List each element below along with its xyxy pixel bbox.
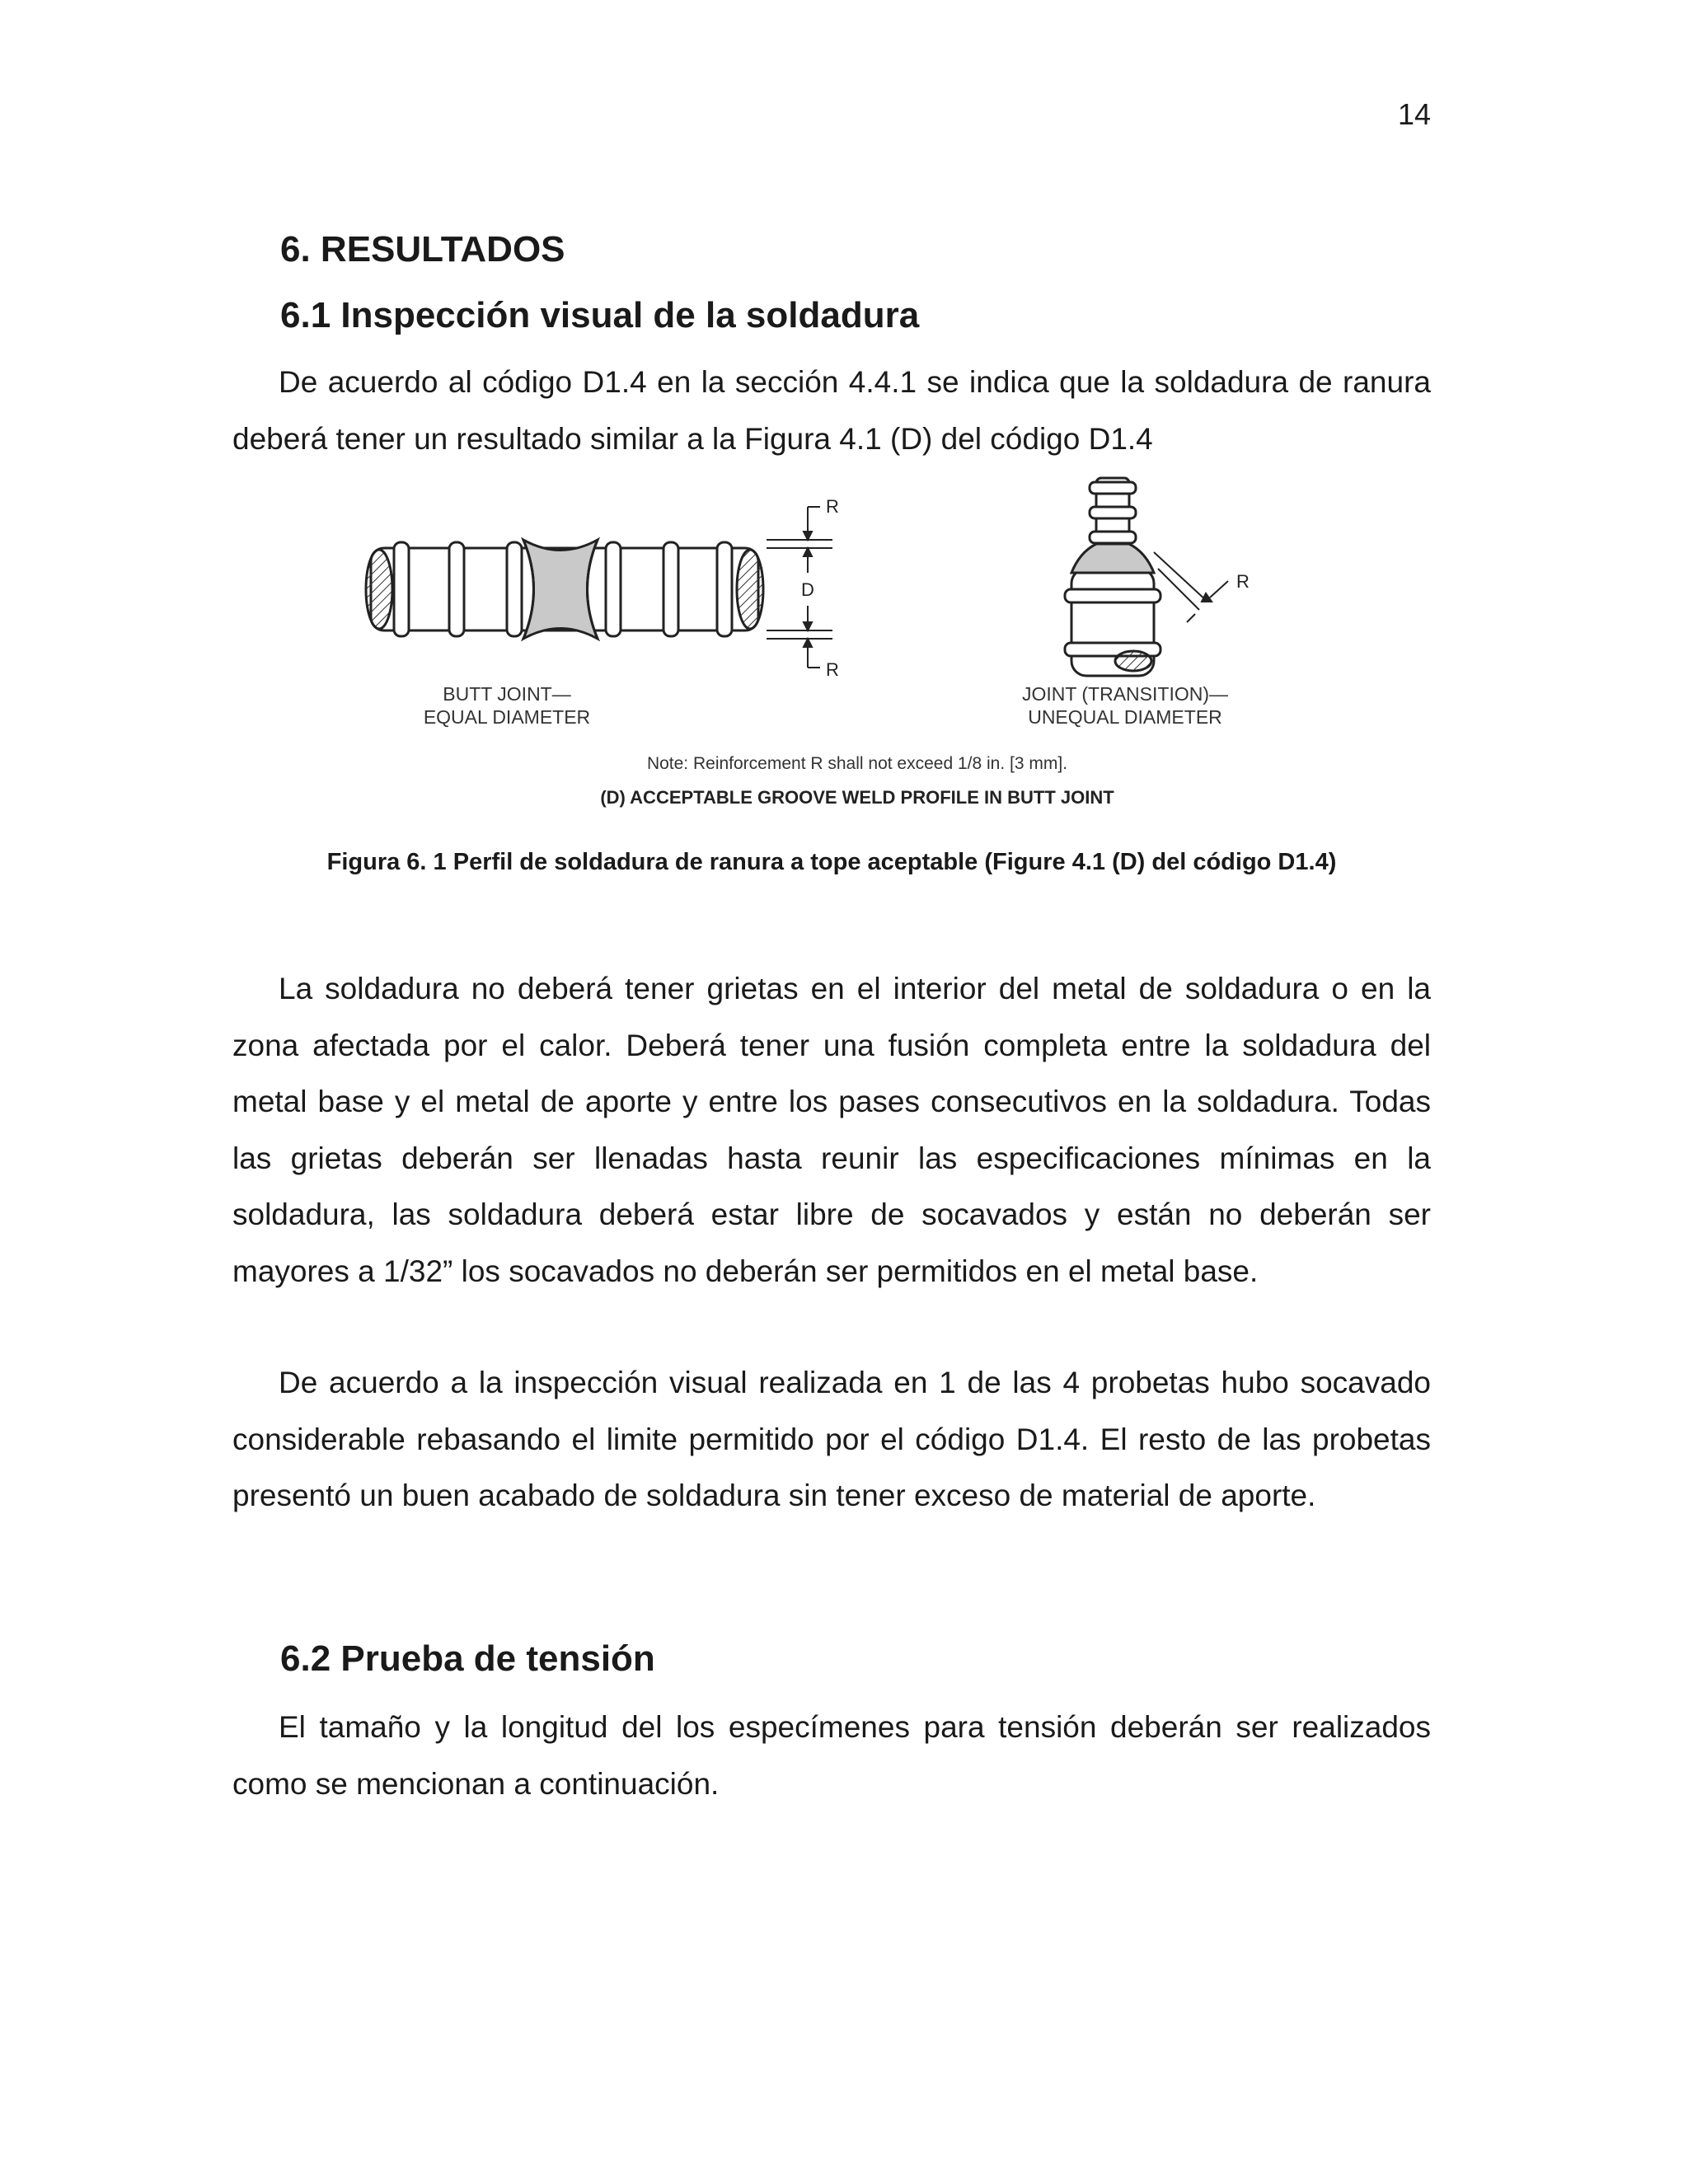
butt-joint-label-line2: EQUAL DIAMETER [423, 706, 591, 728]
dimension-label-r-top: R [826, 496, 839, 517]
dimension-label-r-bottom: R [826, 659, 839, 680]
dimension-label-d: D [801, 579, 814, 600]
paragraph-tension-specimens: El tamaño y la longitud del los especímenes para tensión deberán ser realizados como se mencionan a continuación. [232, 1710, 1431, 1801]
paragraph-inspection-results: De acuerdo a la inspección visual realizada en 1 de las 4 probetas hubo socavado considerable rebasando el limite permitido por el código D1.4. El resto de las probetas presentó un buen acabado de soldadura sin tener exceso de material de aporte. [232, 1366, 1431, 1512]
paragraph-intro: De acuerdo al código D1.4 en la sección 4.4.1 se indica que la soldadura de ranura deberá tener un resultado similar a la Figura 4.1 (D) del código D1.4 [232, 365, 1431, 456]
figure-groove-weld-profile [354, 470, 1311, 824]
figure-note: Note: Reinforcement R shall not exceed 1/8 in. [3 mm]. [646, 754, 1068, 773]
figure-inner-title: (D) ACCEPTABLE GROOVE WELD PROFILE IN BUTT JOINT [600, 787, 1114, 808]
page-number: 14 [1397, 97, 1431, 131]
transition-joint-drawing [1065, 478, 1160, 676]
transition-dimension-lines [1154, 552, 1228, 622]
section-heading-resultados: 6. RESULTADOS [280, 229, 565, 269]
paragraph-requirements: La soldadura no deberá tener grietas en el interior del metal de soldadura o en la zona afectada por el calor. Deberá tener una fusión completa entre la soldadura del metal base y el metal de aporte y entre los pases consecutivos en la soldadura. Todas las grietas deberán ser llenadas hasta reunir las especificaciones mínimas en la soldadura, las soldadura deberá estar libre de socavados y están no deberán ser mayores a 1/32” los socavados no deberán ser permitidos en el metal base. [232, 972, 1431, 1288]
figure-caption: Figura 6. 1 Perfil de soldadura de ranura a tope aceptable (Figure 4.1 (D) del código D1.4) [326, 849, 1337, 875]
section-heading-prueba-tension: 6.2 Prueba de tensión [280, 1638, 655, 1679]
dimension-lines [767, 507, 832, 668]
butt-joint-label-line1: BUTT JOINT— [443, 683, 571, 705]
section-heading-inspeccion-visual: 6.1 Inspección visual de la soldadura [280, 295, 920, 335]
transition-joint-label-line1: JOINT (TRANSITION)— [1021, 683, 1229, 705]
butt-joint-drawing [366, 540, 763, 639]
weld-profile-diagram [354, 470, 1311, 824]
transition-joint-label-line2: UNEQUAL DIAMETER [1028, 706, 1222, 728]
dimension-label-r-right: R [1236, 571, 1250, 592]
